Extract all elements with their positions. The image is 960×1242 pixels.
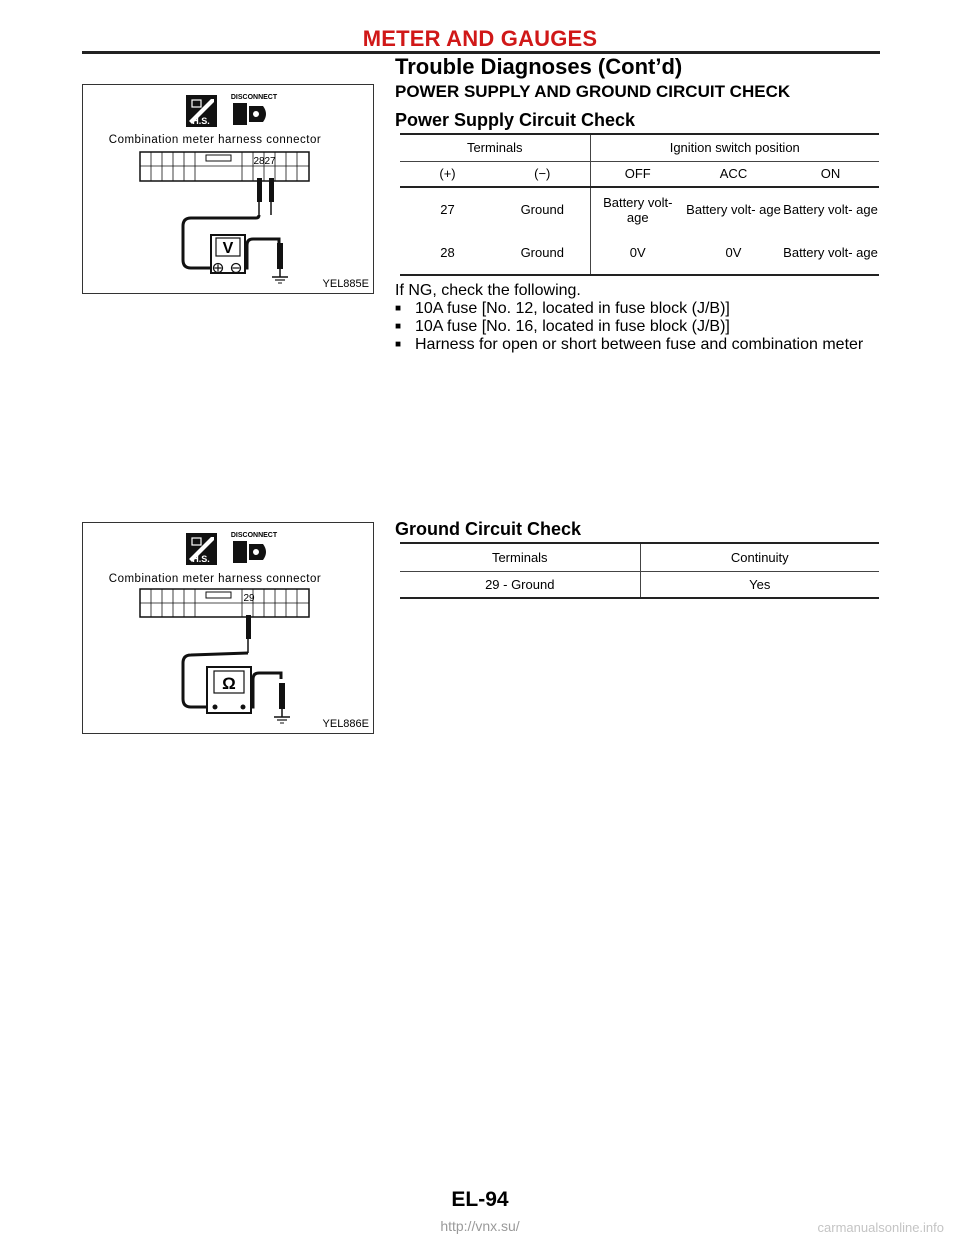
ground-circuit-table <box>400 542 879 599</box>
table-row: 29 - Ground Yes <box>400 571 879 598</box>
page-heading: Trouble Diagnoses (Cont’d) <box>395 54 683 79</box>
ground-circuit-title: Ground Circuit Check <box>395 519 582 539</box>
bullet-icon: ■ <box>395 303 402 314</box>
list-item: ■ 10A fuse [No. 12, located in fuse block (J/B)] <box>395 300 730 317</box>
voltmeter-icon <box>211 235 245 273</box>
ohmmeter-symbol: Ω <box>222 674 236 693</box>
header-continuity: Continuity <box>640 543 879 571</box>
figure-caption: Combination meter harness connector <box>108 573 322 585</box>
col-acc: ACC <box>719 166 748 182</box>
ground-symbol <box>272 243 288 283</box>
bullet-icon: ■ <box>395 321 402 332</box>
voltmeter-symbol: V <box>222 240 234 257</box>
bullet-icon: ■ <box>395 339 402 350</box>
power-supply-diagram <box>83 85 373 293</box>
header-terminals: Terminals <box>400 543 640 571</box>
pin-29-label: 29 <box>243 593 255 604</box>
disconnect-icon <box>231 532 278 563</box>
table-subheader-row <box>400 161 879 187</box>
figure-power-supply <box>82 84 374 294</box>
table-header-row <box>400 543 879 571</box>
footer-link[interactable]: http://vnx.su/ <box>440 1218 520 1234</box>
ground-symbol <box>274 683 290 723</box>
col-on: ON <box>820 166 841 182</box>
table-row: 27 Ground Battery volt- age Battery volt- age Battery volt- age <box>400 187 879 231</box>
section-title: POWER SUPPLY AND GROUND CIRCUIT CHECK <box>395 82 791 101</box>
header-title: METER AND GAUGES <box>362 26 598 51</box>
power-supply-table <box>400 133 879 276</box>
table-header-row <box>400 134 879 161</box>
figure-code: YEL886E <box>322 718 369 730</box>
ohmmeter-icon <box>207 667 251 713</box>
disconnect-label: DISCONNECT <box>230 94 278 101</box>
table-row: 28 Ground 0V 0V Battery volt- age <box>400 231 879 275</box>
page-number: EL-94 <box>451 1188 509 1211</box>
figure-code: YEL885E <box>322 278 369 290</box>
watermark: carmanualsonline.info <box>817 1220 944 1235</box>
header-terminals: Terminals <box>400 134 590 161</box>
harness-connector <box>140 152 309 181</box>
harness-connector <box>140 589 309 617</box>
ground-circuit-diagram <box>83 523 373 733</box>
disconnect-icon <box>231 94 278 125</box>
col-plus: (+) <box>439 166 456 182</box>
list-item: ■ 10A fuse [No. 16, located in fuse block (J/B)] <box>395 318 730 335</box>
ng-intro: If NG, check the following. <box>395 282 581 299</box>
pin-28-label: 28 <box>253 156 265 167</box>
col-off: OFF <box>624 166 651 182</box>
col-minus: (−) <box>495 161 590 187</box>
disconnect-label: DISCONNECT <box>230 532 278 539</box>
hs-icon <box>186 95 217 127</box>
hs-label: H.S. <box>192 554 210 564</box>
figure-ground-circuit <box>82 522 374 734</box>
ng-check-list <box>395 282 863 354</box>
hs-icon <box>186 533 217 565</box>
list-item: ■ Harness for open or short between fuse and combination meter <box>395 336 864 353</box>
pin-27-label: 27 <box>264 156 276 167</box>
power-supply-title: Power Supply Circuit Check <box>395 110 636 130</box>
figure-caption: Combination meter harness connector <box>108 134 322 146</box>
hs-label: H.S. <box>192 116 210 126</box>
header-ignition: Ignition switch position <box>590 134 879 161</box>
